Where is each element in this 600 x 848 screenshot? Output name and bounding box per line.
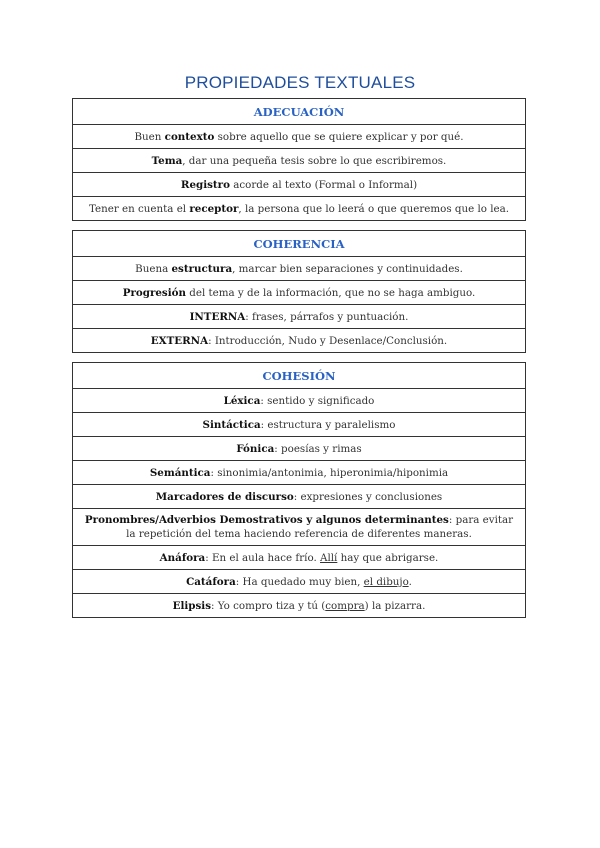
coherencia-row-interna: INTERNA: frases, párrafos y puntuación. — [73, 305, 526, 329]
cohesion-table — [72, 362, 526, 618]
coherencia-header: COHERENCIA — [73, 231, 526, 257]
cohesion-row-pronombres: Pronombres/Adverbios Demostrativos y algunos determinantes: para evitar la repetición del tema haciendo referencia de diferentes maneras. — [73, 509, 526, 546]
adecuacion-header: ADECUACIÓN — [73, 99, 526, 125]
adecuacion-row-receptor: Tener en cuenta el receptor, la persona que lo leerá o que queremos que lo lea. — [73, 197, 526, 221]
cohesion-row-anafora: Anáfora: En el aula hace frío. Allí hay que abrigarse. — [73, 546, 526, 570]
cohesion-row-lexica: Léxica: sentido y significado — [73, 389, 526, 413]
coherencia-row-progresion: Progresión del tema y de la información, que no se haga ambiguo. — [73, 281, 526, 305]
adecuacion-table — [72, 98, 526, 221]
cohesion-row-semantica: Semántica: sinonimia/antonimia, hiperonimia/hiponimia — [73, 461, 526, 485]
coherencia-row-estructura: Buena estructura, marcar bien separaciones y continuidades. — [73, 257, 526, 281]
adecuacion-row-tema: Tema, dar una pequeña tesis sobre lo que escribiremos. — [73, 149, 526, 173]
cohesion-row-fonica: Fónica: poesías y rimas — [73, 437, 526, 461]
cohesion-row-sintactica: Sintáctica: estructura y paralelismo — [73, 413, 526, 437]
adecuacion-row-contexto: Buen contexto sobre aquello que se quiere explicar y por qué. — [73, 125, 526, 149]
cohesion-row-elipsis: Elipsis: Yo compro tiza y tú (compra) la pizarra. — [73, 594, 526, 618]
coherencia-table — [72, 230, 526, 353]
cohesion-row-catafora: Catáfora: Ha quedado muy bien, el dibujo. — [73, 570, 526, 594]
cohesion-row-marcadores: Marcadores de discurso: expresiones y conclusiones — [73, 485, 526, 509]
page-title: PROPIEDADES TEXTUALES — [184, 73, 416, 92]
cohesion-header: COHESIÓN — [73, 363, 526, 389]
coherencia-row-externa: EXTERNA: Introducción, Nudo y Desenlace/Conclusión. — [73, 329, 526, 353]
adecuacion-row-registro: Registro acorde al texto (Formal o Informal) — [73, 173, 526, 197]
